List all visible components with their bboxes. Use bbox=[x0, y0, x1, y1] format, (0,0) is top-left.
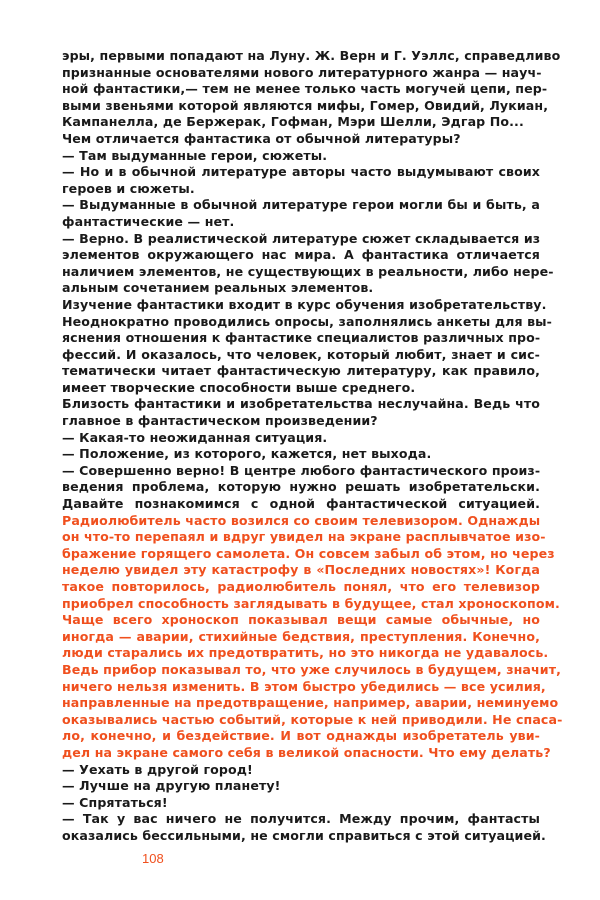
text-line: Кампанелла, де Бержерак, Гофман, Мэри Шелли, Эдгар По... bbox=[62, 114, 524, 130]
text-line: Близость фантастики и изобретательства неслучайна. Ведь что bbox=[62, 396, 540, 412]
text-line: оказались бессильными, не смогли справиться с этой ситуацией. bbox=[62, 827, 546, 843]
text-line: Чем отличается фантастика от обычной литературы? bbox=[62, 130, 461, 146]
text-line: фессий. И оказалось, что человек, который любит, знает и сис- bbox=[62, 346, 540, 362]
text-line: люди старались их предотвратить, но это никогда не удавалось. bbox=[62, 645, 549, 661]
text-line: Неоднократно проводились опросы, заполнялись анкеты для вы- bbox=[62, 313, 552, 329]
text-line: — Выдуманные в обычной литературе герои могли бы и быть, а bbox=[62, 197, 540, 213]
text-line: дел на экране самого себя в великой опасности. Что ему делать? bbox=[62, 744, 551, 760]
text-line: Ведь прибор показывал то, что уже случилось в будущем, значит, bbox=[62, 661, 561, 677]
text-line: выми звеньями которой являются мифы, Гомер, Овидий, Лукиан, bbox=[62, 97, 549, 113]
text-line: Радиолюбитель часто возился со своим телевизором. Однажды bbox=[62, 512, 541, 528]
text-line: — Спрятаться! bbox=[62, 794, 168, 810]
story-highlight bbox=[62, 512, 563, 762]
text-line: приобрел способность заглядывать в будущее, стал хроноскопом. bbox=[62, 595, 560, 611]
text-line: Чаще всего хроноскоп показывал вещи самые обычные, но bbox=[62, 612, 540, 628]
text-line: яснения отношения к фантастике специалистов различных про- bbox=[62, 330, 541, 346]
intro-dialogue bbox=[62, 48, 561, 513]
text-line: — Но и в обычной литературе авторы часто выдумывают своих bbox=[62, 164, 540, 180]
page-number: 108 bbox=[142, 851, 164, 866]
text-line: он что-то перепаял и вдруг увидел на экране расплывчатое изо- bbox=[62, 529, 546, 545]
closing-dialogue bbox=[62, 761, 546, 845]
text-line: ло, конечно, и бездействие. И вот однажды изобретатель уви- bbox=[62, 728, 540, 744]
text-line: ничего нельзя изменить. В этом быстро убедились — все усилия, bbox=[62, 678, 546, 694]
text-line: героев и сюжеты. bbox=[62, 180, 195, 196]
text-line: неделю увидел эту катастрофу в «Последних новостях»! Когда bbox=[62, 562, 540, 578]
text-line: Изучение фантастики входит в курс обучения изобретательству. bbox=[62, 296, 547, 312]
text-line: оказывались частью событий, которые к ней приводили. Не спаса- bbox=[62, 711, 563, 727]
text-line: элементов окружающего нас мира. А фантастика отличается bbox=[62, 247, 540, 263]
text-line: наличием элементов, не существующих в реальности, либо нере- bbox=[62, 263, 554, 279]
text-line: альным сочетанием реальных элементов. bbox=[62, 280, 374, 296]
text-line: эры, первыми попадают на Луну. Ж. Верн и Г. Уэллс, справедливо bbox=[62, 48, 561, 63]
text-line: ведения проблема, которую нужно решать изобретательски. bbox=[62, 479, 540, 495]
text-line: тематически читает фантастическую литературу, как правило, bbox=[62, 363, 540, 379]
text-line: — Так у вас ничего не получится. Между прочим, фантасты bbox=[62, 811, 540, 827]
text-line: — Лучше на другую планету! bbox=[62, 778, 281, 794]
text-line: иногда — аварии, стихийные бедствия, преступления. Конечно, bbox=[62, 628, 540, 644]
text-line: — Верно. В реалистической литературе сюжет складывается из bbox=[62, 230, 541, 246]
text-line: направленные на предотвращение, например, аварии, неминуемо bbox=[62, 695, 559, 711]
text-line: ной фантастики,— тем не менее только часть могучей цепи, пер- bbox=[62, 81, 548, 97]
text-line: признанные основателями нового литературного жанра — науч- bbox=[62, 64, 542, 80]
text-line: — Совершенно верно! В центре любого фантастического произ- bbox=[62, 462, 541, 478]
text-line: бражение горящего самолета. Он совсем забыл об этом, но через bbox=[62, 545, 555, 561]
text-line: Давайте познакомимся с одной фантастической ситуацией. bbox=[62, 496, 540, 512]
text-line: фантастические — нет. bbox=[62, 213, 235, 229]
book-page bbox=[62, 48, 563, 845]
text-line: — Положение, из которого, кажется, нет выхода. bbox=[62, 446, 432, 462]
text-line: — Какая-то неожиданная ситуация. bbox=[62, 429, 328, 445]
text-line: имеет творческие способности выше среднего. bbox=[62, 379, 416, 395]
text-line: — Уехать в другой город! bbox=[62, 761, 253, 777]
text-line: — Там выдуманные герои, сюжеты. bbox=[62, 147, 328, 163]
text-line: главное в фантастическом произведении? bbox=[62, 413, 378, 429]
text-line: такое повторилось, радиолюбитель понял, что его телевизор bbox=[62, 579, 540, 594]
